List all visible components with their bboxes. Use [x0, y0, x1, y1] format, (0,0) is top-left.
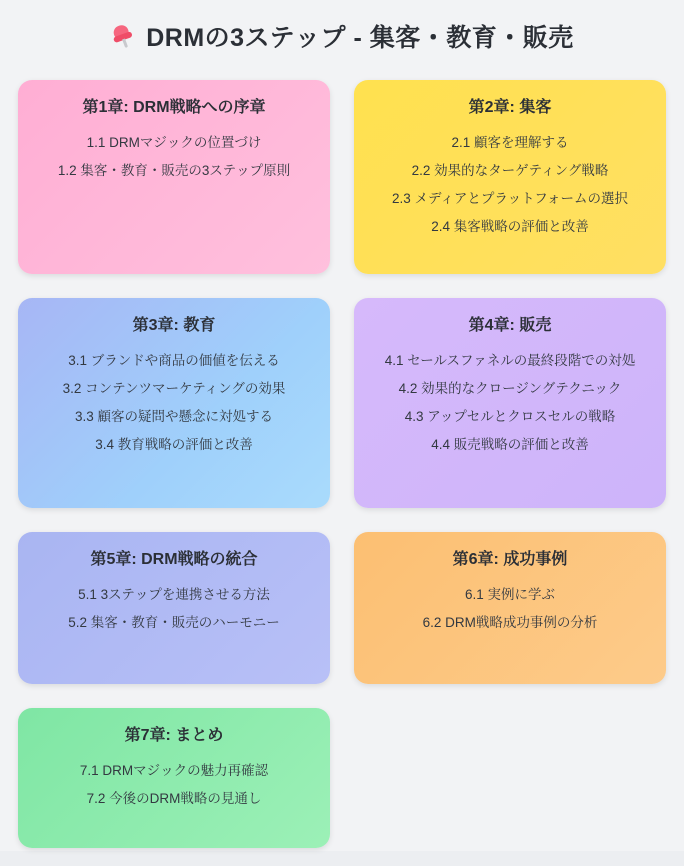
chapter-item: 4.1 セールスファネルの最終段階での対処: [384, 352, 636, 368]
chapter-item: 5.1 3ステップを連携させる方法: [78, 586, 270, 602]
chapter-title: 第2章: 集客: [468, 99, 552, 116]
chapter-card-7[interactable]: [18, 708, 330, 848]
chapter-card-3[interactable]: [18, 298, 330, 508]
chapter-item: 3.3 顧客の疑問や懸念に対処する: [74, 408, 274, 424]
chapter-title: 第5章: DRM戦略の統合: [90, 551, 258, 568]
chapter-item: 1.2 集客・教育・販売の3ステップ原則: [57, 162, 291, 178]
chapter-item: 2.2 効果的なターゲティング戦略: [411, 162, 609, 178]
chapter-item: 4.3 アップセルとクロスセルの戦略: [404, 408, 616, 424]
chapter-card-2[interactable]: [354, 80, 666, 274]
chapter-item: 2.1 顧客を理解する: [451, 134, 569, 150]
chapter-item: 7.2 今後のDRM戦略の見通し: [86, 790, 262, 806]
chapter-item: 7.1 DRMマジックの魅力再確認: [79, 762, 269, 778]
header: [0, 0, 684, 72]
chapter-card-5[interactable]: [18, 532, 330, 684]
chapter-card-1[interactable]: [18, 80, 330, 274]
page-title: DRMの3ステップ - 集客・教育・販売: [146, 24, 574, 52]
chapter-title: 第3章: 教育: [132, 317, 216, 334]
chapter-grid: [0, 72, 684, 866]
pushpin-icon: [107, 19, 140, 52]
chapter-title: 第6章: 成功事例: [452, 551, 568, 568]
chapter-item: 3.2 コンテンツマーケティングの効果: [62, 380, 286, 396]
chapter-card-4[interactable]: [354, 298, 666, 508]
chapter-item: 4.4 販売戦略の評価と改善: [431, 436, 589, 452]
chapter-item: 6.1 実例に学ぶ: [464, 586, 556, 602]
chapter-item: 4.2 効果的なクロージングテクニック: [398, 380, 622, 396]
chapter-item: 5.2 集客・教育・販売のハーモニー: [68, 614, 280, 630]
chapter-item: 6.2 DRM戦略成功事例の分析: [422, 614, 598, 630]
chapter-title: 第7章: まとめ: [124, 727, 224, 744]
chapter-item: 3.4 教育戦略の評価と改善: [95, 436, 253, 452]
chapter-item: 1.1 DRMマジックの位置づけ: [86, 134, 262, 150]
chapter-title: 第1章: DRM戦略への序章: [82, 99, 266, 116]
chapter-card-6[interactable]: [354, 532, 666, 684]
chapter-item: 2.4 集客戦略の評価と改善: [431, 218, 589, 234]
chapter-item: 3.1 ブランドや商品の価値を伝える: [68, 352, 280, 368]
chapter-title: 第4章: 販売: [468, 317, 552, 334]
chapter-item: 2.3 メディアとプラットフォームの選択: [391, 190, 629, 206]
